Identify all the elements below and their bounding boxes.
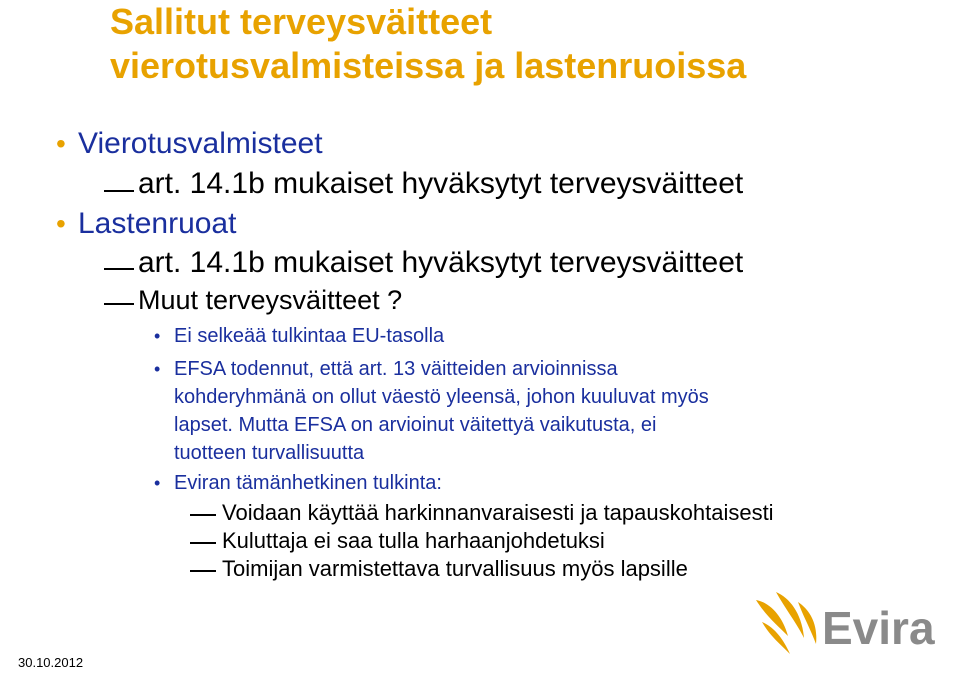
sub-item: art. 14.1b mukaiset hyväksytyt terveysväitteet [138, 167, 744, 200]
bullet-dot-icon: • [154, 473, 161, 493]
point-2-line-2: kohderyhmänä on ollut väestö yleensä, johon kuuluvat myös [174, 386, 709, 408]
dash-icon [104, 268, 134, 270]
dash-icon [104, 190, 134, 192]
page-title-line-2: vierotusvalmisteissa ja lastenruoissa [110, 45, 747, 86]
point-3-sub-2: Kuluttaja ei saa tulla harhaanjohdetuksi [222, 528, 605, 553]
point-3: • Eviran tämänhetkinen tulkinta: [174, 468, 442, 498]
bullet-dot-icon: • [154, 359, 161, 379]
point-2-line-1: • EFSA todennut, että art. 13 väitteiden arvioinnissa [174, 354, 618, 384]
dash-icon [104, 303, 134, 305]
bullet-dot-icon: • [154, 326, 161, 346]
sub-item: art. 14.1b mukaiset hyväksytyt terveysväitteet [138, 246, 744, 279]
bullet-dot-icon: • [56, 128, 66, 159]
page-title-line-1: Sallitut terveysväitteet [110, 1, 493, 42]
footer-date: 30.10.2012 [18, 655, 84, 670]
dash-icon [190, 570, 216, 572]
bullet-label: Lastenruoat [78, 207, 237, 240]
point-2-line-4: tuotteen turvallisuutta [174, 442, 365, 464]
point-3-sub-1: Voidaan käyttää harkinnanvaraisesti ja tapauskohtaisesti [222, 500, 774, 525]
bullet-label: Vierotusvalmisteet [78, 127, 323, 160]
dash-icon [190, 514, 216, 516]
point-2-line-3: lapset. Mutta EFSA on arvioinut väitettyä vaikutusta, ei [174, 414, 657, 436]
logo-leaf-4 [762, 622, 790, 654]
logo-leaf-2 [776, 592, 804, 638]
point-1: • Ei selkeää tulkintaa EU-tasolla [174, 321, 444, 351]
sub-item: Muut terveysväitteet ? [138, 285, 403, 315]
evira-logo-text: Evira [822, 602, 935, 654]
point-3-sub-3: Toimijan varmistettava turvallisuus myös lapsille [222, 556, 688, 581]
bullet-dot-icon: • [56, 208, 66, 239]
dash-icon [190, 542, 216, 544]
bullet-lastenruoat [56, 206, 237, 242]
bullet-vierotusvalmisteet [56, 126, 323, 162]
